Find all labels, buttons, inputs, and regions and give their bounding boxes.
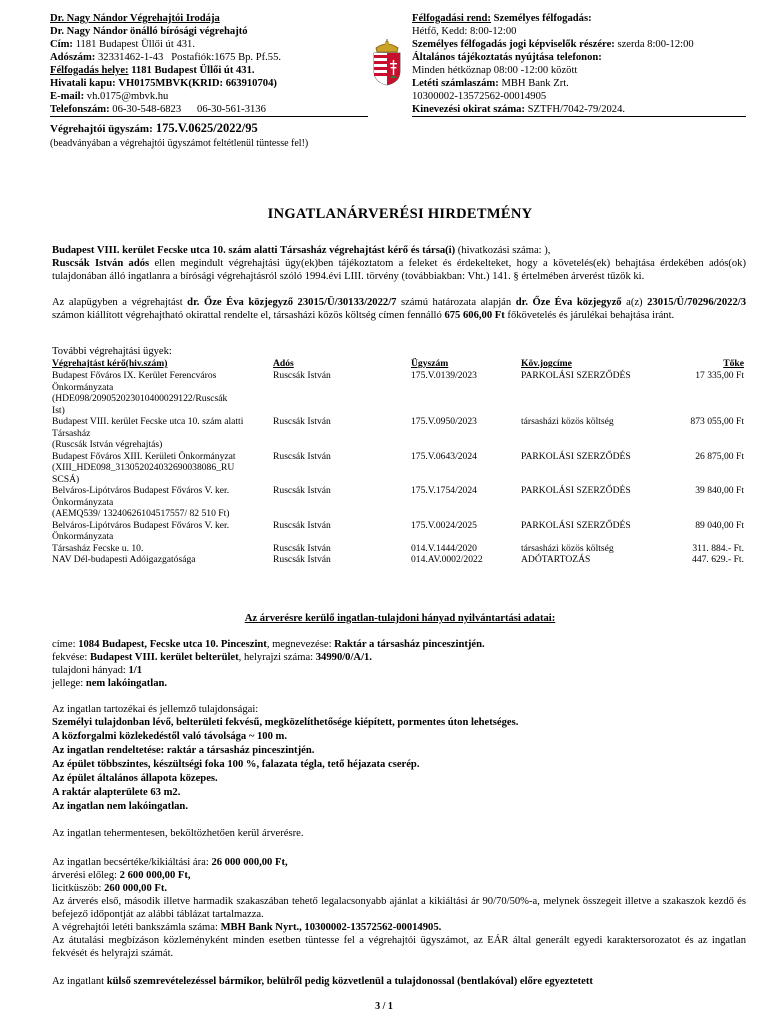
cell-claim: PARKOLÁSI SZERZŐDÉS (521, 450, 631, 462)
table-row (0, 370, 768, 416)
cell-creditor (52, 520, 274, 543)
cell-creditor (52, 485, 274, 520)
info-phone-hours: Minden hétköznap 08:00 -12:00 között (412, 65, 578, 76)
header-rule (50, 116, 368, 117)
table-row (0, 451, 768, 486)
office-gate: Hivatali kapu: VH0175MBVK(KRID: 663910704) (50, 78, 277, 89)
cell-creditor (52, 416, 274, 451)
cell-case: 014.V.1444/2020 (411, 542, 477, 554)
intro-basis: Az alapügyben a végrehajtást dr. Őze Éva közjegyző 23015/Ü/30133/2022/7 számú határozata alapján dr. Őze Éva közjegyző a(z) 23015/Ü/70296/2022/3 számon kiállított végrehajtható okirattal rendelte el, társasházi közös költség címen fennálló 675 606,00 Ft főkövetelés és járulékai behajtása iránt. (52, 297, 746, 321)
cell-creditor (52, 554, 274, 566)
property-heading: Az árverésre kerülő ingatlan-tulajdoni hányad nyilvántartási adatai: (244, 613, 556, 624)
header-rule-right (412, 116, 746, 117)
creditor-line: Belváros-Lipótváros Budapest Főváros V. ker. (52, 485, 230, 496)
table-row (0, 520, 768, 543)
cell-claim: társasházi közös költség (521, 416, 614, 427)
cell-creditor (52, 370, 274, 416)
creditor-line: Ist) (52, 404, 65, 416)
feature-item: Az épület többszintes, készültségi foka 100 %, falazata tégla, tető héjazata cserép. (52, 759, 420, 770)
table-caption: További végrehajtási ügyek: (52, 346, 172, 357)
feature-item: Az épület általános állapota közepes. (52, 773, 218, 784)
creditor-line: (XIII_HDE098_31305202403269003808​6_RU (52, 462, 235, 473)
cell-creditor (52, 451, 274, 486)
col-creditor: Végrehajtást kérő(hiv.szám) (52, 358, 168, 369)
creditor-line: Budapest Főváros IX. Kerület Ferencváros (52, 370, 217, 381)
creditor-line: SCSÁ) (52, 473, 80, 485)
reception-days: Hétfő, Kedd: 8:00-12:00 (412, 26, 517, 37)
cell-debtor: Ruscsák István (273, 519, 331, 531)
cell-case: 175.V.0950/2023 (411, 416, 477, 427)
creditor-line: (Ruscsák István végrehajtás) (52, 439, 163, 450)
transfer-note: Az átutalási megbízáson közleményként minden esetben tüntesse fel a végrehajtói ügyszámot, az EÁR által generált egyedi karaktersorozatot és az ingatlan fekvését és helyrajzi számát. (52, 935, 746, 959)
info-phone-label: Általános tájékoztatás nyújtása telefonon: (412, 52, 602, 63)
hungarian-coat-of-arms-icon (370, 38, 404, 86)
reception-order: Félfogadási rend: Személyes félfogadás: (412, 13, 592, 24)
feature-item: A raktár alapterülete 63 m2. (52, 787, 181, 798)
office-header (50, 12, 370, 117)
feature-item: Az ingatlan rendeltetése: raktár a társasház pinceszintjén. (52, 745, 315, 756)
page-title: INGATLANÁRVERÉSI HIRDETMÉNY (267, 206, 533, 222)
feature-item: A közforgalmi közlekedéstől való távolsága ~ 100 m. (52, 731, 288, 742)
cell-claim: PARKOLÁSI SZERZŐDÉS (521, 485, 631, 496)
table-row (0, 554, 768, 566)
col-debtor: Adós (273, 358, 294, 369)
office-name: Dr. Nagy Nándor Végrehajtói Irodája (50, 13, 220, 24)
table-row (0, 485, 768, 520)
cell-case: 014.AV.0002/2022 (411, 554, 483, 565)
case-note: (beadványában a végrehajtói ügyszámot feltétlenül tüntesse fel!) (50, 138, 309, 149)
cell-debtor: Ruscsák István (273, 370, 331, 381)
cell-claim: PARKOLÁSI SZERZŐDÉS (521, 519, 631, 531)
reception-info (412, 12, 762, 117)
creditor-line: Önkormányzata (52, 531, 114, 542)
cell-amount: 17 335,00 Ft (695, 370, 744, 381)
cell-amount: 26 875,00 Ft (695, 450, 744, 462)
feature-item: Az ingatlan nem lakóingatlan. (52, 801, 188, 812)
cell-claim: ADÓTARTOZÁS (521, 554, 591, 565)
creditor-line: Budapest Főváros XIII. Kerületi Önkormányzat (52, 450, 236, 462)
col-case: Ügyszám (411, 358, 449, 369)
cell-claim: társasházi közös költség (521, 542, 614, 554)
property-share: tulajdoni hányad: 1/1 (52, 665, 143, 676)
office-tax: Adószám: 32331462-1-43 Postafiók:1675 Bp. Pf.55. (50, 52, 282, 63)
table-row (0, 543, 768, 555)
creditor-line: Belváros-Lipótváros Budapest Főváros V. ker. (52, 519, 230, 531)
viewing-note: Az ingatlant külső szemrevételezéssel bármikor, belülről pedig közvetlenül a tulajdonossal (bentlakóval) előre egyeztetett (52, 976, 593, 987)
creditor-line: Önkormányzata (52, 381, 114, 393)
pricing-note: Az árverés első, második illetve harmadik szakaszában tehető legalacsonyabb ajánlat a kikiáltási ár 90/70/50%-a, melynek összegeit illetve a szakaszok kezdő és befejező időpontját az alábbi táblázat tartalmazza. (52, 896, 746, 920)
encumbrance-note: Az ingatlan tehermentesen, beköltözhetően kerül árverésre. (52, 828, 304, 839)
intro-debtor: Ruscsák István adós ellen megindult végrehajtási ügy(ek)ben tájékoztatom a feleket és érdekelteket, hogy a követelés(ek) behajtása érdekében adós(ok) tulajdonában álló ingatlanra a bírósági végrehajtásról szóló 1994.évi LIII. törvény (továbbiakban: Vht.) 141. § értelmében árverést tűzök ki. (52, 258, 747, 282)
creditor-line: Önkormányzata (52, 496, 114, 508)
property-location: fekvése: Budapest VIII. kerület belterület, helyrajzi száma: 34990/0/A/1. (52, 652, 372, 663)
cell-case: 175.V.0024/2025 (411, 519, 477, 531)
office-address: Cím: 1181 Budapest Üllői út 431. (50, 39, 195, 50)
legal-reps-hours: Személyes félfogadás jogi képviselők részére: szerda 8:00-12:00 (412, 39, 694, 50)
cell-amount: 89 040,00 Ft (695, 519, 744, 531)
bank-account: A végrehajtói letéti bankszámla száma: MBH Bank Nyrt., 10300002-13572562-00014905. (52, 922, 442, 933)
cell-case: 175.V.0139/2023 (411, 370, 477, 381)
cell-debtor: Ruscsák István (273, 542, 331, 554)
creditor-line: (AEMQ539/ 13240626104517557/ 82 510 Ft) (52, 508, 230, 519)
cell-creditor (52, 543, 274, 555)
officer-name: Dr. Nagy Nándor önálló bírósági végrehajtó (50, 26, 248, 37)
appointment-number: Kinevezési okirat száma: SZTFH/7042-79/2024. (412, 104, 626, 115)
cell-claim: PARKOLÁSI SZERZŐDÉS (521, 370, 631, 381)
creditor-line: Társasház (52, 427, 91, 439)
features-caption: Az ingatlan tartozékai és jellemző tulajdonságai: (52, 704, 259, 715)
deposit-account-number: 10300002-13572562-00014905 (412, 91, 547, 102)
cell-debtor: Ruscsák István (273, 485, 331, 496)
col-amount: Tőke (723, 358, 744, 369)
cell-debtor: Ruscsák István (273, 554, 331, 565)
cell-amount: 447. 629.- Ft. (692, 554, 744, 565)
creditor-line: Budapest VIII. kerület Fecske utca 10. szám alatti (52, 416, 244, 427)
table-row (0, 416, 768, 451)
property-address: címe: 1084 Budapest, Fecske utca 10. Pinceszint, megnevezése: Raktár a társasház pinceszintjén. (52, 639, 485, 650)
cell-debtor: Ruscsák István (273, 416, 331, 427)
creditor-line: (HDE098/20905202301040002912​2/Ruscsák (52, 393, 228, 404)
cell-case: 175.V.0643/2024 (411, 450, 477, 462)
cell-amount: 39 840,00 Ft (695, 485, 744, 496)
feature-item: Személyi tulajdonban lévő, belterületi fekvésű, megközelíthetősége kiépített, pormentes úton lehetséges. (52, 717, 519, 728)
bid-step: licitküszöb: 260 000,00 Ft. (52, 883, 168, 894)
creditor-line: NAV Dél-budapesti Adóigazgatósága (52, 554, 196, 565)
cell-amount: 311. 884.- Ft. (692, 542, 744, 554)
auction-deposit: árverési előleg: 2 600 000,00 Ft, (52, 870, 191, 881)
office-phone: Telefonszám: 06-30-548-6823 06-30-561-3136 (50, 104, 266, 115)
deposit-account-bank: Letéti számlaszám: MBH Bank Zrt. (412, 78, 569, 89)
estimate-price: Az ingatlan becsértéke/kikiáltási ára: 26 000 000,00 Ft, (52, 857, 288, 868)
intro-creditor: Budapest VIII. kerület Fecske utca 10. szám alatti Társasház végrehajtást kérő és társa(i) (hivatkozási száma: ), (52, 245, 551, 256)
creditor-line: Társasház Fecske u. 10. (52, 542, 144, 554)
cell-case: 175.V.1754/2024 (411, 485, 477, 496)
col-claim: Köv.jogcíme (521, 358, 572, 369)
case-number: Végrehajtói ügyszám: 175.V.0625/2022/95 (50, 121, 258, 135)
cell-debtor: Ruscsák István (273, 450, 331, 462)
page-number: 3 / 1 (375, 1001, 393, 1012)
office-email: E-mail: vh.0175@mbvk.hu (50, 91, 169, 102)
property-nature: jellege: nem lakóingatlan. (52, 678, 168, 689)
reception-place: Félfogadás helye: 1181 Budapest Üllői út 431. (50, 65, 255, 76)
cell-amount: 873 055,00 Ft (690, 416, 744, 427)
